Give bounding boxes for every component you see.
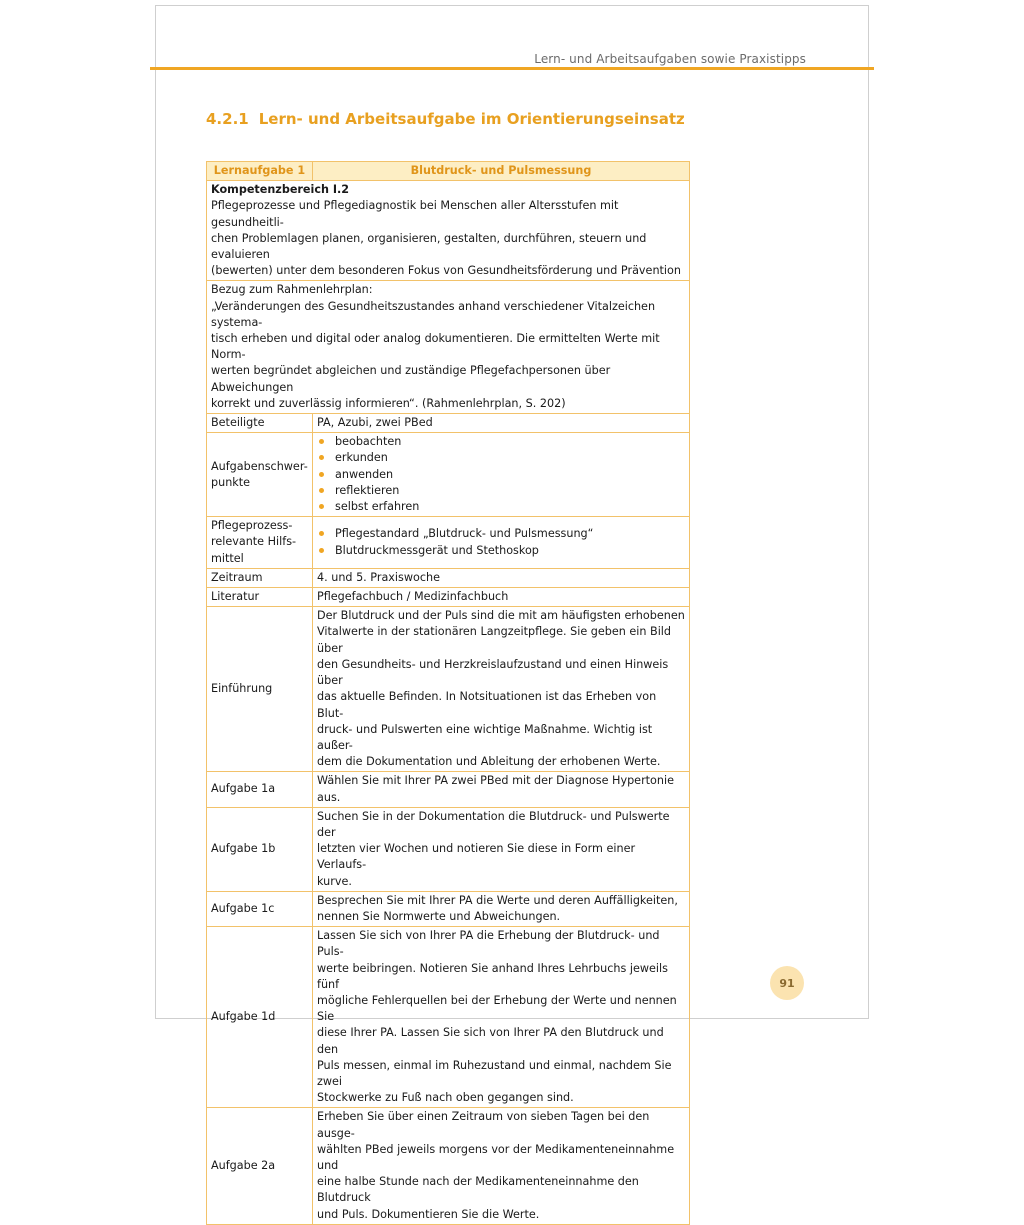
- text-line: mögliche Fehlerquellen bei der Erhebung der Werte und nennen Sie: [317, 993, 677, 1024]
- row-label: Aufgabe 1c: [207, 891, 313, 926]
- text-line: diese Ihrer PA. Lassen Sie sich von Ihrer PA den Blutdruck und den: [317, 1026, 664, 1056]
- row-label: Aufgabe 1d: [207, 927, 313, 1108]
- label-line: relevante Hilfs-: [211, 535, 297, 549]
- text-line: und Puls. Dokumentieren Sie die Werte.: [317, 1207, 540, 1221]
- kompetenz-cell: [207, 181, 690, 281]
- text-line: „Veränderungen des Gesundheitszustandes anhand verschiedener Vitalzeichen systema-: [211, 299, 656, 329]
- label-line: mittel: [211, 551, 244, 565]
- text-line: Suchen Sie in der Dokumentation die Blutdruck- und Pulswerte der: [317, 809, 670, 839]
- header-task-title: Blutdruck- und Pulsmessung: [313, 162, 690, 181]
- row-aufgabe-1b: [207, 807, 690, 891]
- row-rahmenlehrplan: [207, 281, 690, 414]
- list-item: reflektieren: [317, 483, 685, 499]
- text-line: korrekt und zuverlässig informieren“. (Rahmenlehrplan, S. 202): [211, 396, 566, 410]
- bezug-cell: [207, 281, 690, 414]
- kompetenz-title: Kompetenzbereich I.2: [211, 183, 350, 197]
- row-aufgabenschwerpunkte: [207, 433, 690, 517]
- text-line: Stockwerke zu Fuß nach oben gegangen sind.: [317, 1091, 574, 1105]
- row-label: Zeitraum: [207, 568, 313, 587]
- row-value: [313, 807, 690, 891]
- row-aufgabe-1a: [207, 772, 690, 807]
- list-item: selbst erfahren: [317, 499, 685, 515]
- row-value: [313, 517, 690, 569]
- list-item: beobachten: [317, 434, 685, 450]
- row-value: [313, 433, 690, 517]
- bullet-list: [317, 526, 685, 558]
- row-value: [313, 1108, 690, 1224]
- text-line: tisch erheben und digital oder analog dokumentieren. Die ermittelten Werte mit Norm-: [211, 332, 660, 362]
- list-item: erkunden: [317, 450, 685, 466]
- row-value: [313, 772, 690, 807]
- text-line: Puls messen, einmal im Ruhezustand und einmal, nachdem Sie zwei: [317, 1058, 672, 1088]
- label-line: Pflegeprozess-: [211, 519, 293, 533]
- section-heading: [206, 110, 685, 128]
- text-line: Der Blutdruck und der Puls sind die mit am häufigsten erhobenen: [317, 609, 685, 623]
- row-label: Aufgabe 2a: [207, 1108, 313, 1224]
- text-line: den Gesundheits- und Herzkreislaufzustand und einen Hinweis über: [317, 657, 669, 688]
- section-number: 4.2.1: [206, 110, 249, 128]
- text-line: (bewerten) unter dem besonderen Fokus von Gesundheitsförderung und Prävention: [211, 264, 681, 278]
- bullet-list: [317, 434, 685, 515]
- section-title: Lern- und Arbeitsaufgabe im Orientierungseinsatz: [258, 110, 685, 128]
- text-line: Besprechen Sie mit Ihrer PA die Werte und deren Auffälligkeiten,: [317, 893, 678, 907]
- list-item: Pflegestandard „Blutdruck- und Pulsmessung“: [317, 526, 685, 542]
- text-line: Bezug zum Rahmenlehrplan:: [211, 283, 373, 297]
- row-zeitraum: [207, 568, 690, 587]
- text-line: wählten PBed jeweils morgens vor der Medikamenteneinnahme und: [317, 1142, 675, 1172]
- row-value: PA, Azubi, zwei PBed: [313, 414, 690, 433]
- text-line: Pflegeprozesse und Pflegediagnostik bei Menschen aller Altersstufen mit gesundheitli-: [211, 199, 619, 229]
- list-item: anwenden: [317, 467, 685, 483]
- row-value: [313, 891, 690, 926]
- row-aufgabe-1d: [207, 927, 690, 1108]
- page-number-badge: 91: [770, 966, 804, 1000]
- label-line: punkte: [211, 475, 251, 489]
- row-label: [207, 433, 313, 517]
- row-value: 4. und 5. Praxiswoche: [313, 568, 690, 587]
- text-line: druck- und Pulswerten eine wichtige Maßnahme. Wichtig ist außer-: [317, 722, 653, 752]
- row-literatur: [207, 588, 690, 607]
- text-line: eine halbe Stunde nach der Medikamenteneinnahme den Blutdruck: [317, 1175, 639, 1205]
- row-label: Literatur: [207, 588, 313, 607]
- text-line: Vitalwerte in der stationären Langzeitpflege. Sie geben ein Bild über: [317, 625, 672, 655]
- row-beteiligte: [207, 414, 690, 433]
- task-table: [206, 161, 690, 1225]
- text-line: kurve.: [317, 874, 352, 888]
- row-label: Einführung: [207, 607, 313, 772]
- text-line: dem die Dokumentation und Ableitung der erhobenen Werte.: [317, 755, 661, 769]
- list-item: Blutdruckmessgerät und Stethoskop: [317, 543, 685, 559]
- row-label: [207, 517, 313, 569]
- text-line: Erheben Sie über einen Zeitraum von sieben Tagen bei den ausge-: [317, 1110, 650, 1140]
- text-line: nennen Sie Normwerte und Abweichungen.: [317, 909, 561, 923]
- text-line: Lassen Sie sich von Ihrer PA die Erhebung der Blutdruck- und Puls-: [317, 929, 660, 959]
- text-line: werte beibringen. Notieren Sie anhand Ihres Lehrbuchs jeweils fünf: [317, 961, 668, 991]
- text-line: chen Problemlagen planen, organisieren, gestalten, durchführen, steuern und evaluieren: [211, 231, 647, 262]
- text-line: das aktuelle Befinden. In Notsituationen ist das Erheben von Blut-: [317, 690, 657, 720]
- row-kompetenzbereich: [207, 181, 690, 281]
- row-value: Pflegefachbuch / Medizinfachbuch: [313, 588, 690, 607]
- row-label: Aufgabe 1b: [207, 807, 313, 891]
- text-line: Wählen Sie mit Ihrer PA zwei PBed mit der Diagnose Hypertonie aus.: [317, 774, 674, 804]
- table-header-row: [207, 162, 690, 181]
- row-aufgabe-1c: [207, 891, 690, 926]
- row-label: Aufgabe 1a: [207, 772, 313, 807]
- label-line: Aufgabenschwer-: [211, 459, 308, 473]
- text-line: werten begründet abgleichen und zuständige Pflegefachpersonen über Abweichungen: [211, 364, 611, 394]
- text-line: letzten vier Wochen und notieren Sie diese in Form einer Verlaufs-: [317, 842, 636, 872]
- row-value: [313, 927, 690, 1108]
- row-label: Beteiligte: [207, 414, 313, 433]
- row-aufgabe-2a: [207, 1108, 690, 1224]
- header-rule: [150, 67, 874, 70]
- header-task-number: Lernaufgabe 1: [207, 162, 313, 181]
- row-einfuehrung: [207, 607, 690, 772]
- running-head: Lern- und Arbeitsaufgaben sowie Praxistipps: [534, 52, 806, 66]
- row-value: [313, 607, 690, 772]
- row-hilfsmittel: [207, 517, 690, 569]
